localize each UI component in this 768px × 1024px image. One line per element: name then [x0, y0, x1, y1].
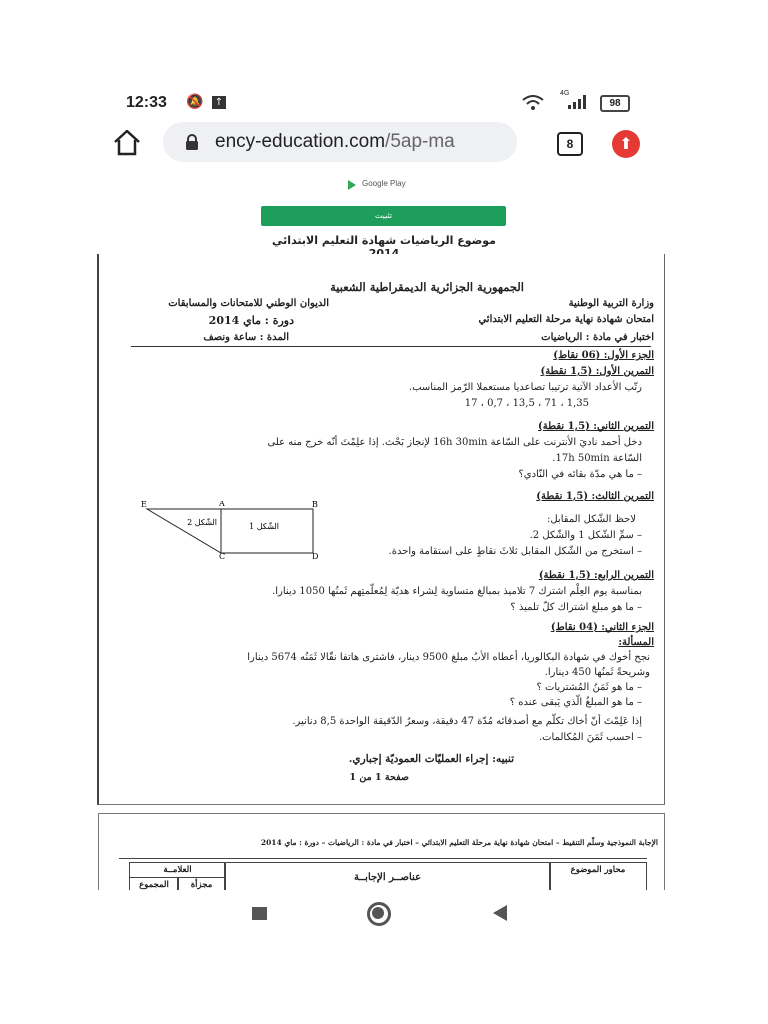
- ex2-question: – ما هي مدّة بقائه في النّادي؟: [518, 469, 642, 480]
- ex3-line2: – سمِّ الشّكل 1 والشّكل 2.: [529, 530, 642, 541]
- navigation-bar: [90, 890, 670, 936]
- ex2-title: التمرين الثاني: (1,5 نقطة): [538, 421, 654, 432]
- point-a-label: A: [219, 501, 225, 508]
- ex1-title: التمرين الأول: (1,5 نقطة): [540, 366, 654, 377]
- exam-document: [97, 254, 665, 805]
- exam-name: امتحان شهادة نهاية مرحلة التعليم الابتدائي: [478, 314, 654, 325]
- url-path: /5ap-ma: [385, 131, 455, 152]
- republic-heading: الجمهورية الجزائرية الديمقراطية الشعبية: [330, 280, 524, 294]
- install-button[interactable]: تثبيت: [261, 206, 506, 226]
- page-content: [90, 170, 670, 890]
- tab-switcher-button[interactable]: 8: [557, 132, 583, 156]
- ex1-numbers: 17 ، 0,7 ، 13,5 ، 71 ، 1,35: [464, 398, 589, 409]
- triangle-shape-2: [147, 509, 221, 553]
- signal-icon: [568, 95, 590, 109]
- ministry-label: وزارة التربية الوطنية: [568, 298, 654, 309]
- header-divider: [131, 346, 651, 347]
- point-d-label: D: [312, 552, 319, 559]
- update-icon[interactable]: ⬆: [612, 130, 640, 158]
- problem-q1: – ما هو ثَمَنُ المُشتريات ؟: [536, 682, 642, 693]
- page-number: صفحة 1 من 1: [349, 772, 409, 783]
- home-icon[interactable]: [112, 128, 142, 158]
- answer-key-divider: [119, 858, 647, 859]
- ex2-line1: دخل أحمد ناديَ الأنترنت على السّاعة 16h 30min لإنجاز بَحْث. إذا علِمْتَ أنّه خرج منه على: [267, 437, 642, 448]
- col-partial-header: مجزأة: [177, 877, 226, 890]
- ex2-line2: السّاعة 17h 50min.: [552, 453, 642, 464]
- url-domain: ency-education.com: [215, 131, 386, 152]
- ex3-title: التمرين الثالث: (1,5 نقطة): [536, 491, 654, 502]
- clock: 12:33: [126, 94, 167, 111]
- session-label: دورة : ماي 2014: [208, 314, 294, 327]
- col-axes-header: محاور الموضوع: [549, 862, 647, 890]
- office-label: الديوان الوطني للامتحانات والمسابقات: [168, 298, 329, 309]
- upload-icon: ↑: [212, 96, 226, 109]
- col-mark-header: العلامــة: [129, 862, 226, 878]
- google-play-icon: [348, 180, 356, 190]
- ex3-line3: – استخرج من الشّكل المقابل ثلاثَ نقاطٍ على استقامة واحدة.: [388, 546, 642, 557]
- status-bar: [90, 88, 670, 118]
- ex1-text: رتّب الأعداد الآتية ترتيبا تصاعديا مستعملا الرّمز المناسب.: [408, 382, 642, 393]
- problem-q2: – ما هو المبلغُ الّذي يَبقى عنده ؟: [509, 697, 642, 708]
- wifi-icon: [522, 95, 544, 111]
- lock-icon: [185, 134, 199, 150]
- problem-line3: إذا عَلِمْتَ أنّ أخاك تكلّم مع أصدقائه مُدّة 47 دقيقة، وسعرُ الدّقيقة الواحدة 8,5 دنانير.: [292, 716, 642, 727]
- col-total-header: المجموع: [129, 877, 179, 890]
- home-nav-dot-icon: [372, 907, 384, 919]
- problem-q3: – احسب ثَمَنَ المُكالمات.: [538, 732, 642, 743]
- part1-title: الجزء الأول: (06 نقاط): [553, 350, 654, 361]
- point-b-label: B: [312, 501, 318, 509]
- network-type: 4G: [560, 90, 570, 97]
- ex4-line1: بمناسبة يوم العِلْم اشترك 7 تلاميذ بمبالغ متساوية لِشراء هديّة لِمُعلّمتِهم ثَمنُها 1050 دينارا.: [272, 586, 642, 597]
- rectangle-shape-1: [221, 509, 313, 553]
- address-bar[interactable]: [163, 122, 517, 162]
- problem-line2: وشريحةً ثَمنُها 450 دينارا.: [544, 667, 650, 678]
- point-e-label: E: [141, 501, 147, 509]
- problem-title: المسألة:: [618, 637, 654, 648]
- shape2-label: الشّكل 2: [187, 518, 217, 527]
- note-text: تنبيه: إجراء العمليّات العموديّة إجباري.: [348, 753, 514, 765]
- answer-key-header: الإجابة النموذجية وسلّم التنقيط – امتحان شهادة نهاية مرحلة التعليم الابتدائي – اختبار في مادة : الرياضيات – دورة : ماي 2014: [260, 838, 658, 847]
- geometry-figure: [139, 501, 329, 559]
- col-answer-header: عناصــر الإجابــة: [224, 862, 551, 890]
- battery-icon: 98: [600, 95, 630, 112]
- shape1-label: الشّكل 1: [249, 522, 279, 531]
- problem-line1: نجح أخوك في شهادة البكالوريا، أعطاه الأبُ مبلغ 9500 دينار، فاشترى هاتفا نقّالا ثَمَنُه 5674 دينارا: [247, 652, 650, 663]
- part2-title: الجزء الثاني: (04 نقاط): [550, 622, 654, 633]
- back-button[interactable]: [493, 905, 507, 921]
- browser-toolbar: [90, 118, 670, 170]
- mute-icon: 🔕: [186, 94, 204, 110]
- point-c-label: C: [219, 552, 226, 559]
- subject-label: اختبار في مادة : الرياضيات: [541, 332, 654, 343]
- google-play-label: Google Play: [362, 179, 406, 188]
- recents-button[interactable]: [252, 907, 267, 920]
- url-text[interactable]: [215, 131, 455, 153]
- duration-label: المدة : ساعة ونصف: [203, 332, 289, 343]
- ex4-question: – ما هو مبلغ اشتراك كلّ تلميذ ؟: [510, 602, 642, 613]
- ex3-line1: لاحظ الشّكل المقابل:: [546, 514, 636, 525]
- answer-key-document: [98, 813, 665, 890]
- topic-title: موضوع الرياضيات شهادة التعليم الابتدائي: [272, 234, 496, 247]
- ex4-title: التمرين الرابع: (1,5 نقطة): [538, 570, 654, 581]
